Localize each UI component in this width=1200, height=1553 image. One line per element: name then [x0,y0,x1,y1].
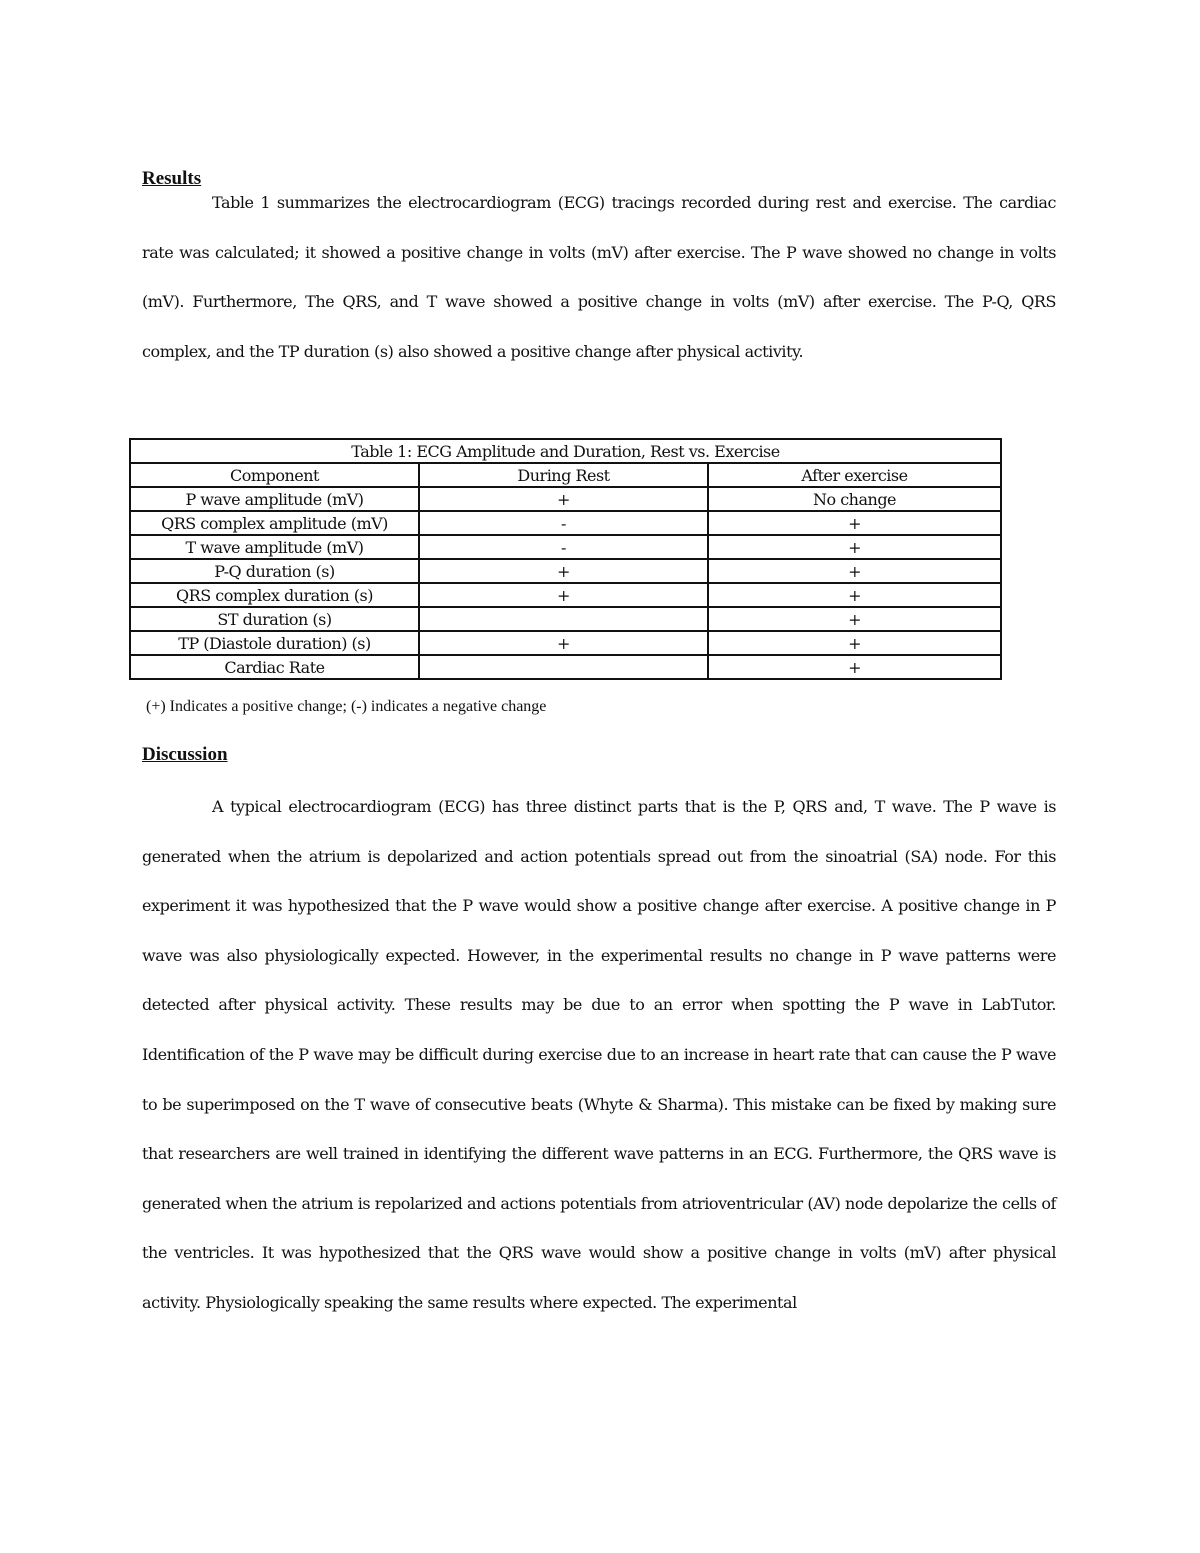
table-cell: + [708,583,1001,607]
table-cell: ST duration (s) [130,607,419,631]
table-cell: P wave amplitude (mV) [130,487,419,511]
table-cell: - [419,535,708,559]
table-cell [419,607,708,631]
table-cell: + [708,631,1001,655]
table-cell: + [419,487,708,511]
table-cell: QRS complex amplitude (mV) [130,511,419,535]
table-cell: + [419,559,708,583]
table-row [130,655,1001,679]
table-cell: + [708,535,1001,559]
table-cell: No change [708,487,1001,511]
results-heading: Results [142,168,202,189]
column-header-during-rest: During Rest [419,463,708,487]
table-cell: + [708,655,1001,679]
table-row [130,607,1001,631]
table-cell: Cardiac Rate [130,655,419,679]
table-cell: + [708,607,1001,631]
table-row [130,535,1001,559]
table-row [130,631,1001,655]
table-cell: + [419,631,708,655]
ecg-table [129,438,1002,680]
table-cell: + [419,583,708,607]
table-row [130,511,1001,535]
table-cell: TP (Diastole duration) (s) [130,631,419,655]
column-header-after-exercise: After exercise [708,463,1001,487]
table-cell: T wave amplitude (mV) [130,535,419,559]
column-header-component: Component [130,463,419,487]
table-header-row [130,463,1001,487]
table-caption: Table 1: ECG Amplitude and Duration, Rest vs. Exercise [130,439,1001,463]
table-cell: + [708,511,1001,535]
discussion-paragraph: A typical electrocardiogram (ECG) has three distinct parts that is the P, QRS and, T wave. The P wave is generated when the atrium is depolarized and action potentials spread out from the sinoatrial (SA) node. For this experiment it was hypothesized that the P wave would show a positive change after exercise. A positive change in P wave was also physiologically expected. However, in the experimental results no change in P wave patterns were detected after physical activity. These results may be due to an error when spotting the P wave in LabTutor. Identification of the P wave may be difficult during exercise due to an increase in heart rate that can cause the P wave to be superimposed on the T wave of consecutive beats (Whyte & Sharma). This mistake can be fixed by making sure that researchers are well trained in identifying the different wave patterns in an ECG. Furthermore, the QRS wave is generated when the atrium is repolarized and actions potentials from atrioventricular (AV) node depolarize the cells of the ventricles. It was hypothesized that the QRS wave would show a positive change in volts (mV) after physical activity. Physiologically speaking the same results where expected. The experimental [142,797,1056,1312]
table-cell: + [708,559,1001,583]
table-cell [419,655,708,679]
results-paragraph: Table 1 summarizes the electrocardiogram (ECG) tracings recorded during rest and exercise. The cardiac rate was calculated; it showed a positive change in volts (mV) after exercise. The P wave showed no change in volts (mV). Furthermore, The QRS, and T wave showed a positive change in volts (mV) after exercise. The P-Q, QRS complex, and the TP duration (s) also showed a positive change after physical activity. [142,193,1056,361]
table-cell: QRS complex duration (s) [130,583,419,607]
table-cell: - [419,511,708,535]
table-row [130,559,1001,583]
table-row [130,487,1001,511]
table-cell: P-Q duration (s) [130,559,419,583]
table-row [130,583,1001,607]
discussion-heading: Discussion [142,744,228,765]
table-footnote: (+) Indicates a positive change; (-) indicates a negative change [146,698,547,715]
